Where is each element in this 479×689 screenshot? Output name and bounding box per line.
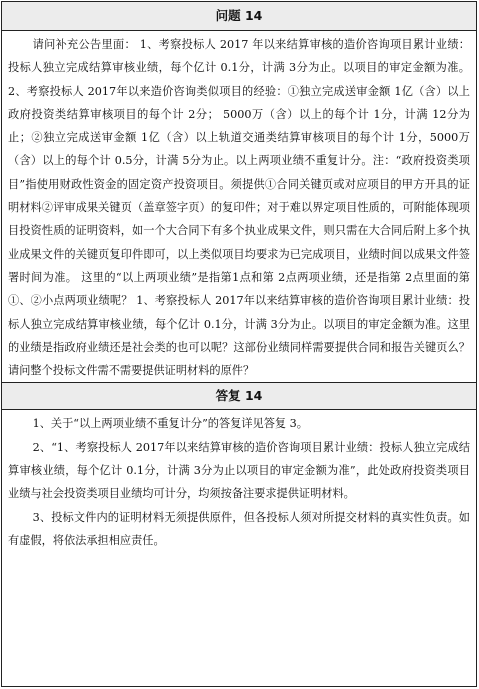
question-title: 问题 14 bbox=[2, 2, 476, 31]
question-body bbox=[2, 31, 476, 382]
answer-item-3: 3、投标文件内的证明材料无须提供原件，但各投标人须对所提交材料的真实性负责。如有虚假，将依法承担相应责任。 bbox=[8, 510, 470, 547]
answer-title: 答复 14 bbox=[2, 382, 476, 410]
answer-item-1: 1、关于“以上两项业绩不重复计分”的答复详见答复 3。 bbox=[32, 417, 308, 431]
question-text: 请问补充公告里面： 1、考察投标人 2017 年以来结算审核的造价咨询项目累计业绩：投标人独立完成结算审核业绩，每个亿计 0.1分，计满 3分为止。以项目的审定金额为准。 2、考察投标人 2017年以来造价咨询类似项目的经验：①独立完成送审金额 1亿（含）以上政府投资类结算审核项目的每个计 2分； 5000万（含）以上的每个计 1分，计满 12分为止；②独立完成送审金额 1亿（含）以上轨道交通类结算审核项目的每个计 1分，5000万（含）以上的每个计 0.5分，计满 5分为止。以上两项业绩不重复计分。注：“政府投资类项目”指使用财政性资金的固定资产投资项目。须提供①合同关键页或对应项目的甲方开具的证明材料②评审成果关键页（盖章签字页）的复印件；对于难以界定项目性质的，可附能体现项目投资性质的证明资料，如一个大合同下有多个执业成果文件，则只需在大合同后附上多个执业成果文件的关键页复印件即可，以上类似项目均要求为已完成项目，业绩时间以成果文件签署时间为准。 这里的“以上两项业绩”是指第1点和第 2点两项业绩，还是指第 2点里面的第①、②小点两项业绩呢？ 1、考察投标人 2017年以来结算审核的造价咨询项目累计业绩：投标人独立完成结算审核业绩，每个亿计 0.1分，计满 3分为止。以项目的审定金额为准。这里的业绩是指政府业绩还是社会类的也可以呢？这部份业绩同样需要提供合同和报告关键页么？请问整个投标文件需不需要提供证明材料的原件？ bbox=[8, 38, 470, 378]
answer-body bbox=[2, 410, 476, 552]
answer-item-2: 2、“1、考察投标人 2017年以来结算审核的造价咨询项目累计业绩：投标人独立完成结算审核业绩，每个亿计 0.1分，计满 3分为止以项目的审定金额为准”，此处政府投资类项目业绩与社会投资类项目业绩均可计分，均须按备注要求提供证明材料。 bbox=[8, 440, 470, 501]
qa-table bbox=[1, 1, 477, 687]
